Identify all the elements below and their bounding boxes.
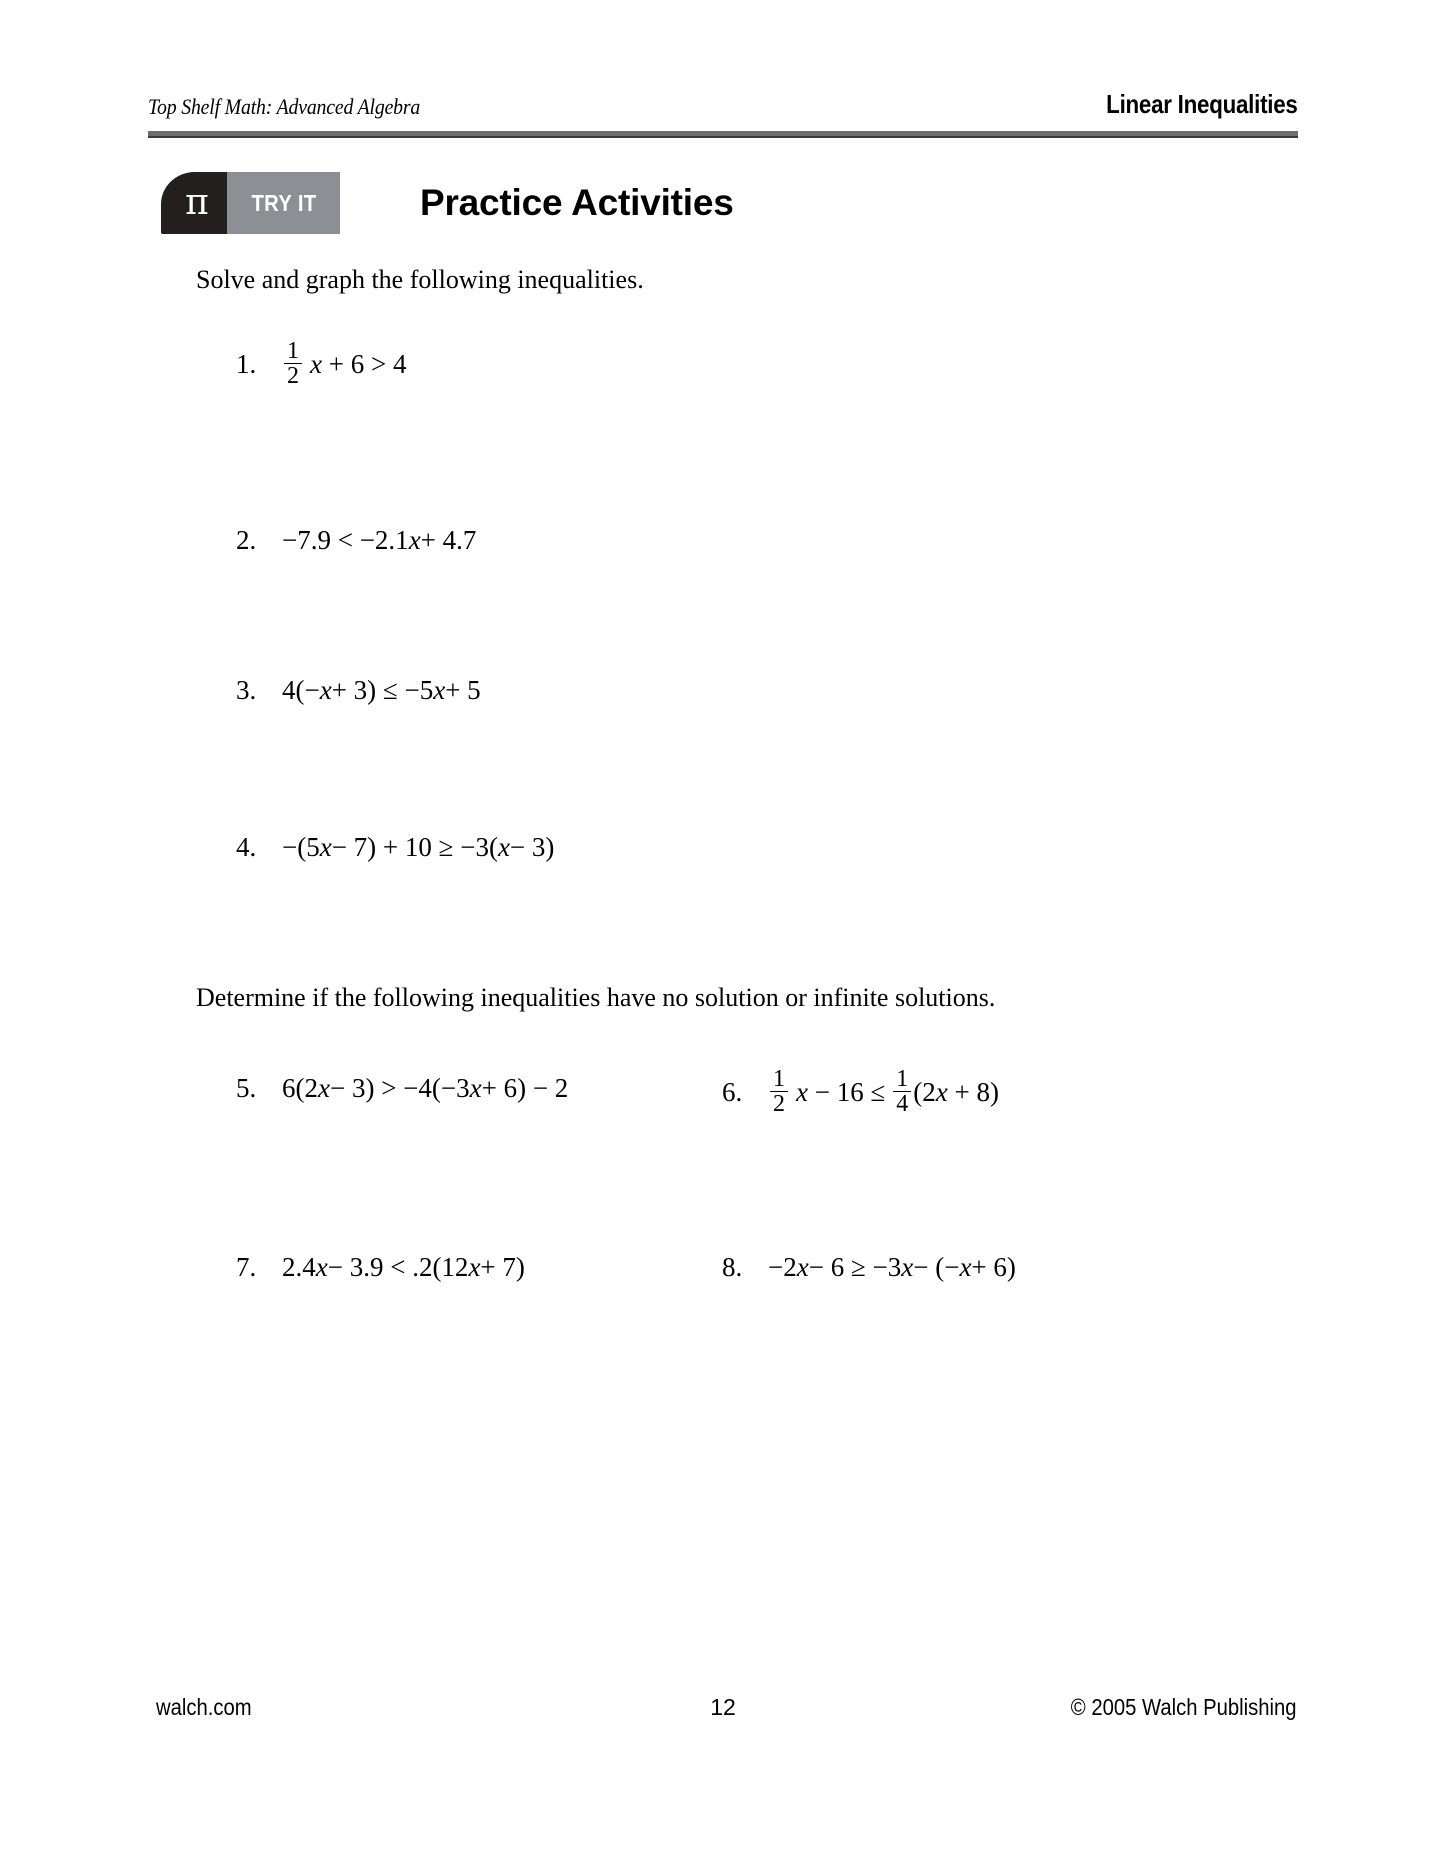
try-it-badge-label: TRY IT [250,189,317,216]
problem-4-seg3: − 3) [509,832,555,862]
problem-3-seg2: + 3) ≤ −5 [331,675,434,705]
directions-no-solution-or-infinite: Determine if the following inequalities have no solution or infinite solutions. [196,983,996,1012]
footer-page-number: 12 [710,1694,736,1720]
problem-8-expression [768,1252,1016,1283]
problem-7-var2: x [468,1252,481,1282]
problem-2-tail: + 4.7 [420,525,477,555]
problem-5-seg3: + 6) − 2 [481,1073,569,1103]
problem-8-seg4: + 6) [971,1252,1016,1282]
problem-8-var1: x [796,1252,809,1282]
problem-7-seg1: 2.4 [282,1252,316,1282]
problem-1-number: 1. [236,349,257,380]
problem-4 [236,832,554,863]
problem-3-expression [282,675,481,706]
problem-5-seg1: 6(2 [282,1073,318,1103]
chapter-title: Linear Inequalities [1106,89,1298,119]
running-head [148,80,1298,120]
problem-7-seg3: + 7) [480,1252,525,1282]
problem-8 [722,1252,1016,1283]
problem-7-seg2: − 3.9 < .2(12 [327,1252,469,1282]
problem-3-seg1: 4(− [282,675,320,705]
problem-4-expression [282,832,554,863]
problem-2 [236,525,476,556]
fraction-denominator: 4 [893,1091,911,1116]
fraction-numerator: 1 [773,1066,785,1092]
fraction-numerator: 1 [287,338,299,364]
problem-5 [236,1073,568,1104]
problem-3-seg3: + 5 [445,675,481,705]
problem-8-seg2: − 6 ≥ −3 [808,1252,902,1282]
problem-5-number: 5. [236,1073,257,1103]
problem-2-lead: −7.9 < −2.1 [282,525,409,555]
problem-2-variable: x [408,525,421,555]
section-title: Practice Activities [420,182,734,223]
fraction-one-quarter [893,1067,911,1117]
problem-4-var1: x [319,832,332,862]
problem-6-expression [768,1068,999,1118]
problem-6-tail: (2x + 8) [913,1077,999,1108]
problem-8-seg3: − (− [913,1252,960,1282]
problem-3-number: 3. [236,675,257,705]
problem-8-seg1: −2 [768,1252,797,1282]
problem-3 [236,675,481,706]
problem-6-number: 6. [722,1077,743,1108]
problem-5-expression [282,1073,568,1104]
series-title: Top Shelf Math: Advanced Algebra [148,94,421,119]
problem-7 [236,1252,525,1283]
problem-4-var2: x [497,832,510,862]
fraction-denominator: 2 [770,1091,788,1116]
try-it-banner [161,172,340,234]
problem-2-expression [282,525,476,556]
problem-7-number: 7. [236,1252,257,1282]
fraction-denominator: 2 [284,363,302,388]
footer-website: walch.com [156,1694,252,1720]
problem-3-var1: x [319,675,332,705]
fraction-one-half [770,1067,788,1117]
problem-4-seg1: −(5 [282,832,320,862]
problem-7-var1: x [315,1252,328,1282]
problem-4-seg2: − 7) + 10 ≥ −3( [331,832,498,862]
problem-3-var2: x [433,675,446,705]
pi-icon: π [161,172,227,234]
problem-1 [236,340,406,390]
problem-8-var2: x [901,1252,914,1282]
fraction-one-half [284,339,302,389]
try-it-badge [227,172,340,234]
problem-5-var2: x [469,1073,482,1103]
problem-8-var3: x [959,1252,972,1282]
problem-1-remainder: x + 6 > 4 [310,349,407,380]
directions-solve-and-graph: Solve and graph the following inequalities. [196,265,644,294]
page-footer [148,1694,1298,1728]
problem-1-expression [282,340,406,390]
problem-6-middle: x − 16 ≤ [796,1077,886,1108]
fraction-numerator: 1 [896,1066,909,1092]
header-divider-rule [148,131,1298,138]
problem-8-number: 8. [722,1252,743,1282]
problem-5-seg2: − 3) > −4(−3 [329,1073,470,1103]
problem-2-number: 2. [236,525,257,555]
problem-7-expression [282,1252,525,1283]
problem-4-number: 4. [236,832,257,862]
problem-5-var1: x [318,1073,330,1103]
footer-copyright: © 2005 Walch Publishing [1070,1694,1296,1720]
problem-6 [722,1068,999,1118]
